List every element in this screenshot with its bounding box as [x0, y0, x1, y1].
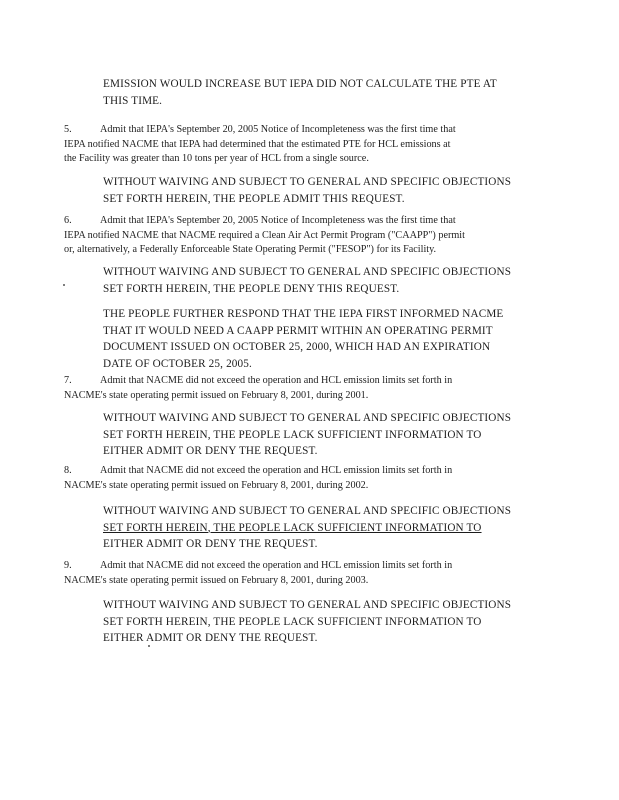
response-continuation [103, 76, 548, 109]
request-line: NACME's state operating permit issued on February 8, 2001, during 2003. [64, 574, 369, 586]
response-9 [103, 597, 548, 647]
request-line: Admit that NACME did not exceed the operation and HCL emission limits set forth in [100, 375, 453, 386]
request-number: 5. [64, 124, 72, 135]
request-7 [64, 374, 534, 403]
response-6 [103, 264, 548, 297]
request-line: Admit that NACME did not exceed the operation and HCL emission limits set forth in [100, 465, 453, 476]
request-number: 6. [64, 215, 72, 226]
response-line: THIS TIME. [103, 94, 163, 107]
request-line: Admit that IEPA's September 20, 2005 Notice of Incompleteness was the first time that [100, 215, 456, 226]
scan-speck [148, 645, 150, 647]
request-number: 9. [64, 560, 72, 571]
request-line: IEPA notified NACME that IEPA had determined that the estimated PTE for HCL emissions at [64, 138, 451, 150]
response-line: EMISSION WOULD INCREASE BUT IEPA DID NOT CALCULATE THE PTE AT [103, 78, 497, 90]
request-line: the Facility was greater than 10 tons per year of HCL from a single source. [64, 153, 369, 165]
response-5 [103, 174, 548, 207]
response-line: WITHOUT WAIVING AND SUBJECT TO GENERAL AND SPECIFIC OBJECTIONS [103, 505, 512, 517]
response-line: WITHOUT WAIVING AND SUBJECT TO GENERAL AND SPECIFIC OBJECTIONS [103, 176, 512, 188]
request-line: NACME's state operating permit issued on February 8, 2001, during 2002. [64, 479, 369, 491]
request-line: IEPA notified NACME that NACME required a Clean Air Act Permit Program ("CAAPP") permit [64, 229, 465, 241]
scan-speck [63, 284, 65, 286]
response-line: SET FORTH HEREIN, THE PEOPLE LACK SUFFICIENT INFORMATION TO [103, 615, 482, 628]
request-line: Admit that NACME did not exceed the operation and HCL emission limits set forth in [100, 560, 453, 571]
response-line: WITHOUT WAIVING AND SUBJECT TO GENERAL AND SPECIFIC OBJECTIONS [103, 266, 512, 278]
response-line: SET FORTH HEREIN, THE PEOPLE ADMIT THIS REQUEST. [103, 192, 405, 205]
response-line: EITHER ADMIT OR DENY THE REQUEST. [103, 632, 318, 644]
response-6-further [103, 306, 548, 372]
response-line: SET FORTH HEREIN, THE PEOPLE LACK SUFFICIENT INFORMATION TO [103, 521, 482, 534]
response-line: THE PEOPLE FURTHER RESPOND THAT THE IEPA FIRST INFORMED NACME [103, 308, 504, 320]
response-line: THAT IT WOULD NEED A CAAPP PERMIT WITHIN AN OPERATING PERMIT [103, 324, 493, 337]
request-5 [64, 123, 534, 167]
response-line: WITHOUT WAIVING AND SUBJECT TO GENERAL AND SPECIFIC OBJECTIONS [103, 412, 512, 424]
response-line: WITHOUT WAIVING AND SUBJECT TO GENERAL AND SPECIFIC OBJECTIONS [103, 599, 512, 611]
request-8 [64, 464, 534, 493]
request-6 [64, 214, 534, 258]
response-line: SET FORTH HEREIN, THE PEOPLE DENY THIS REQUEST. [103, 282, 400, 295]
response-line: SET FORTH HEREIN, THE PEOPLE LACK SUFFICIENT INFORMATION TO [103, 428, 482, 441]
response-line: DATE OF OCTOBER 25, 2005. [103, 357, 252, 370]
request-9 [64, 559, 534, 588]
response-line: EITHER ADMIT OR DENY THE REQUEST. [103, 445, 318, 457]
response-8 [103, 503, 548, 553]
request-number: 7. [64, 375, 72, 386]
request-line: Admit that IEPA's September 20, 2005 Notice of Incompleteness was the first time that [100, 124, 456, 135]
response-7 [103, 410, 548, 460]
response-line: DOCUMENT ISSUED ON OCTOBER 25, 2000, WHICH HAD AN EXPIRATION [103, 341, 491, 353]
request-number: 8. [64, 465, 72, 476]
request-line: or, alternatively, a Federally Enforceable State Operating Permit ("FESOP") for its Facility. [64, 244, 437, 256]
response-line: EITHER ADMIT OR DENY THE REQUEST. [103, 538, 318, 550]
request-line: NACME's state operating permit issued on February 8, 2001, during 2001. [64, 389, 369, 401]
